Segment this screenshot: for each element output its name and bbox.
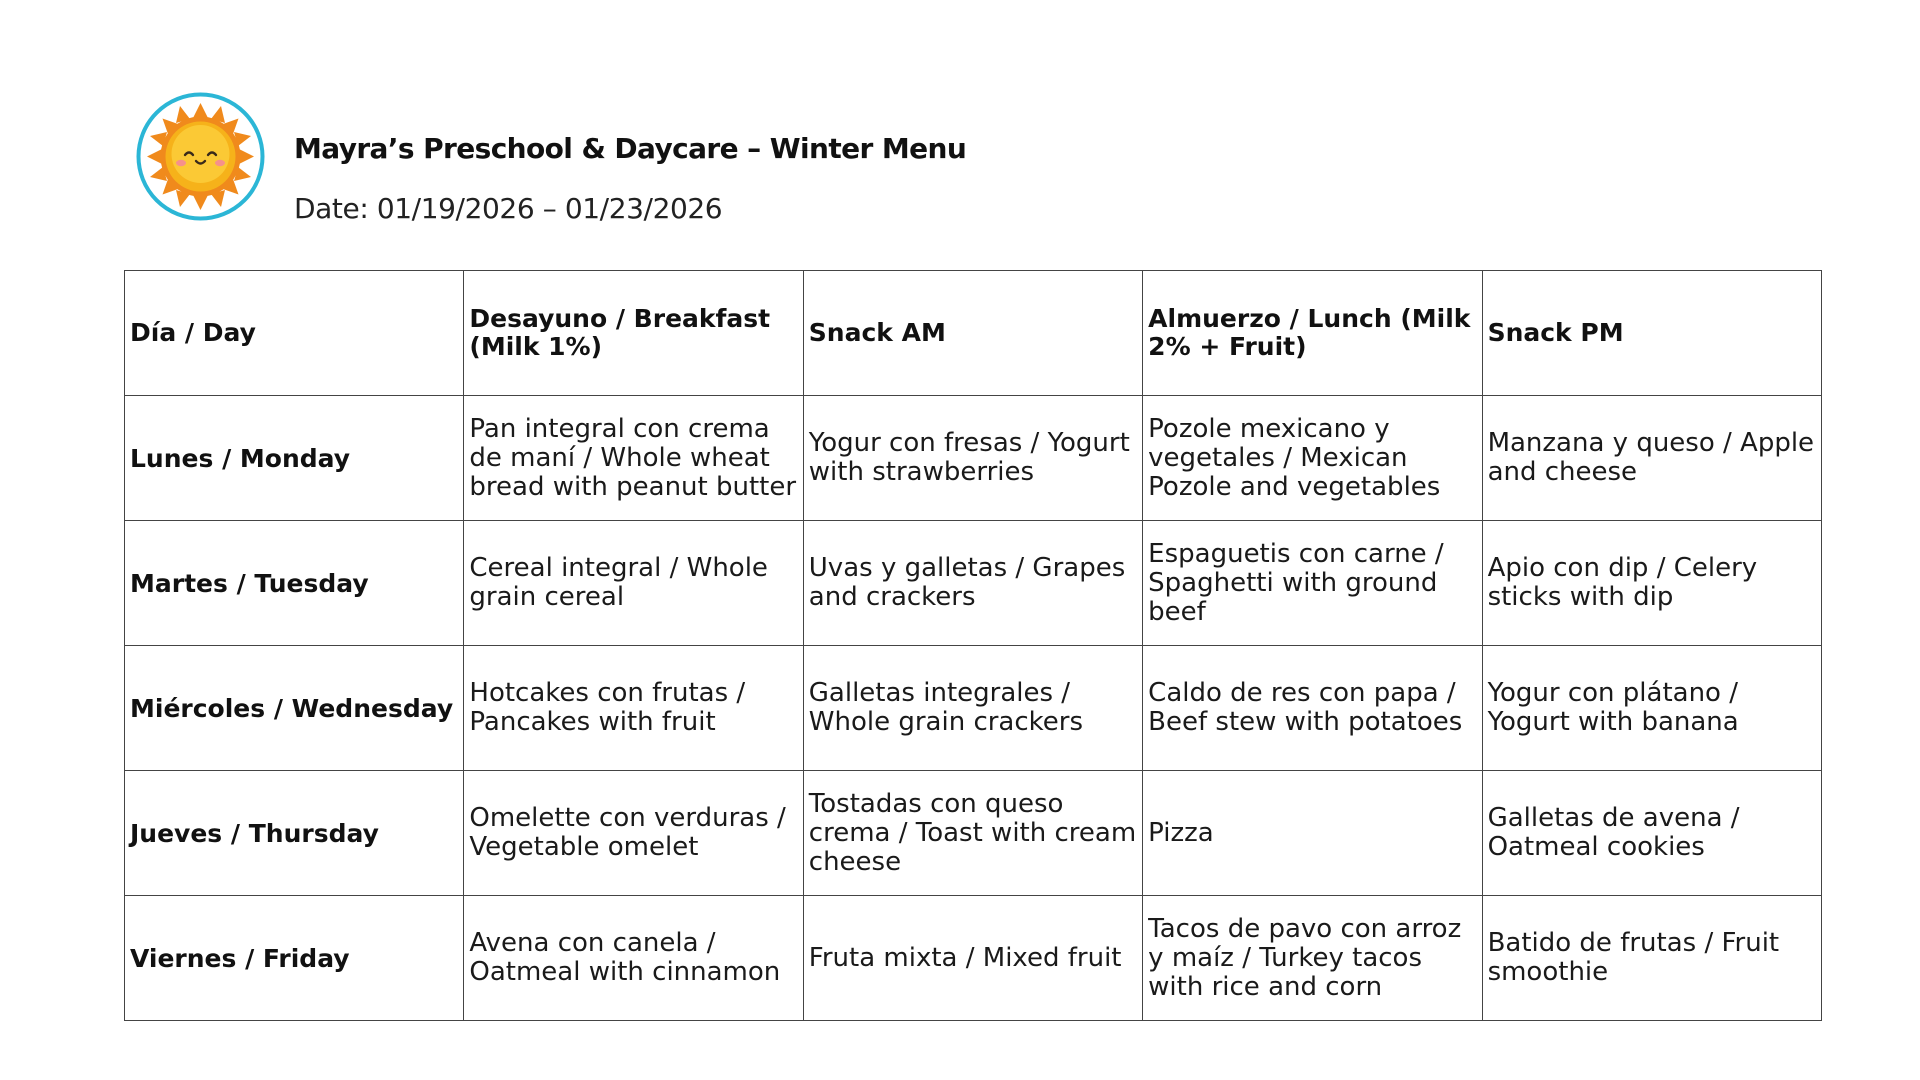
table-row: [125, 646, 1822, 771]
snack-am-cell: Yogur con fresas / Yogurt with strawberries: [803, 396, 1142, 521]
menu-table: [124, 270, 1822, 1021]
lunch-cell: Pozole mexicano y vegetales / Mexican Pozole and vegetables: [1143, 396, 1482, 521]
table-row: [125, 771, 1822, 896]
day-cell: Miércoles / Wednesday: [125, 646, 464, 771]
breakfast-cell: Pan integral con crema de maní / Whole wheat bread with peanut butter: [464, 396, 803, 521]
lunch-cell: Espaguetis con carne / Spaghetti with ground beef: [1143, 521, 1482, 646]
snack-pm-cell: Manzana y queso / Apple and cheese: [1482, 396, 1821, 521]
column-header-snack-am: Snack AM: [803, 271, 1142, 396]
snack-pm-cell: Batido de frutas / Fruit smoothie: [1482, 896, 1821, 1021]
breakfast-cell: Omelette con verduras / Vegetable omelet: [464, 771, 803, 896]
breakfast-cell: Avena con canela / Oatmeal with cinnamon: [464, 896, 803, 1021]
day-cell: Lunes / Monday: [125, 396, 464, 521]
page-title: Mayra’s Preschool & Daycare – Winter Menu: [294, 132, 967, 165]
column-header-snack-pm: Snack PM: [1482, 271, 1821, 396]
breakfast-cell: Hotcakes con frutas / Pancakes with fruit: [464, 646, 803, 771]
lunch-cell: Tacos de pavo con arroz y maíz / Turkey tacos with rice and corn: [1143, 896, 1482, 1021]
lunch-cell: Caldo de res con papa / Beef stew with potatoes: [1143, 646, 1482, 771]
day-cell: Martes / Tuesday: [125, 521, 464, 646]
date-range: Date: 01/19/2026 – 01/23/2026: [294, 192, 723, 225]
smiling-sun-icon: [135, 91, 266, 222]
column-header-day: Día / Day: [125, 271, 464, 396]
table-row: [125, 896, 1822, 1021]
snack-am-cell: Tostadas con queso crema / Toast with cream cheese: [803, 771, 1142, 896]
breakfast-cell: Cereal integral / Whole grain cereal: [464, 521, 803, 646]
day-cell: Viernes / Friday: [125, 896, 464, 1021]
table-row: [125, 396, 1822, 521]
day-cell: Jueves / Thursday: [125, 771, 464, 896]
snack-am-cell: Fruta mixta / Mixed fruit: [803, 896, 1142, 1021]
table-row: [125, 521, 1822, 646]
table-header-row: [125, 271, 1822, 396]
column-header-lunch: Almuerzo / Lunch (Milk 2% + Fruit): [1143, 271, 1482, 396]
snack-am-cell: Uvas y galletas / Grapes and crackers: [803, 521, 1142, 646]
column-header-breakfast: Desayuno / Breakfast (Milk 1%): [464, 271, 803, 396]
snack-pm-cell: Yogur con plátano / Yogurt with banana: [1482, 646, 1821, 771]
snack-am-cell: Galletas integrales / Whole grain crackers: [803, 646, 1142, 771]
lunch-cell: Pizza: [1143, 771, 1482, 896]
sun-logo: [135, 91, 266, 222]
snack-pm-cell: Galletas de avena / Oatmeal cookies: [1482, 771, 1821, 896]
snack-pm-cell: Apio con dip / Celery sticks with dip: [1482, 521, 1821, 646]
